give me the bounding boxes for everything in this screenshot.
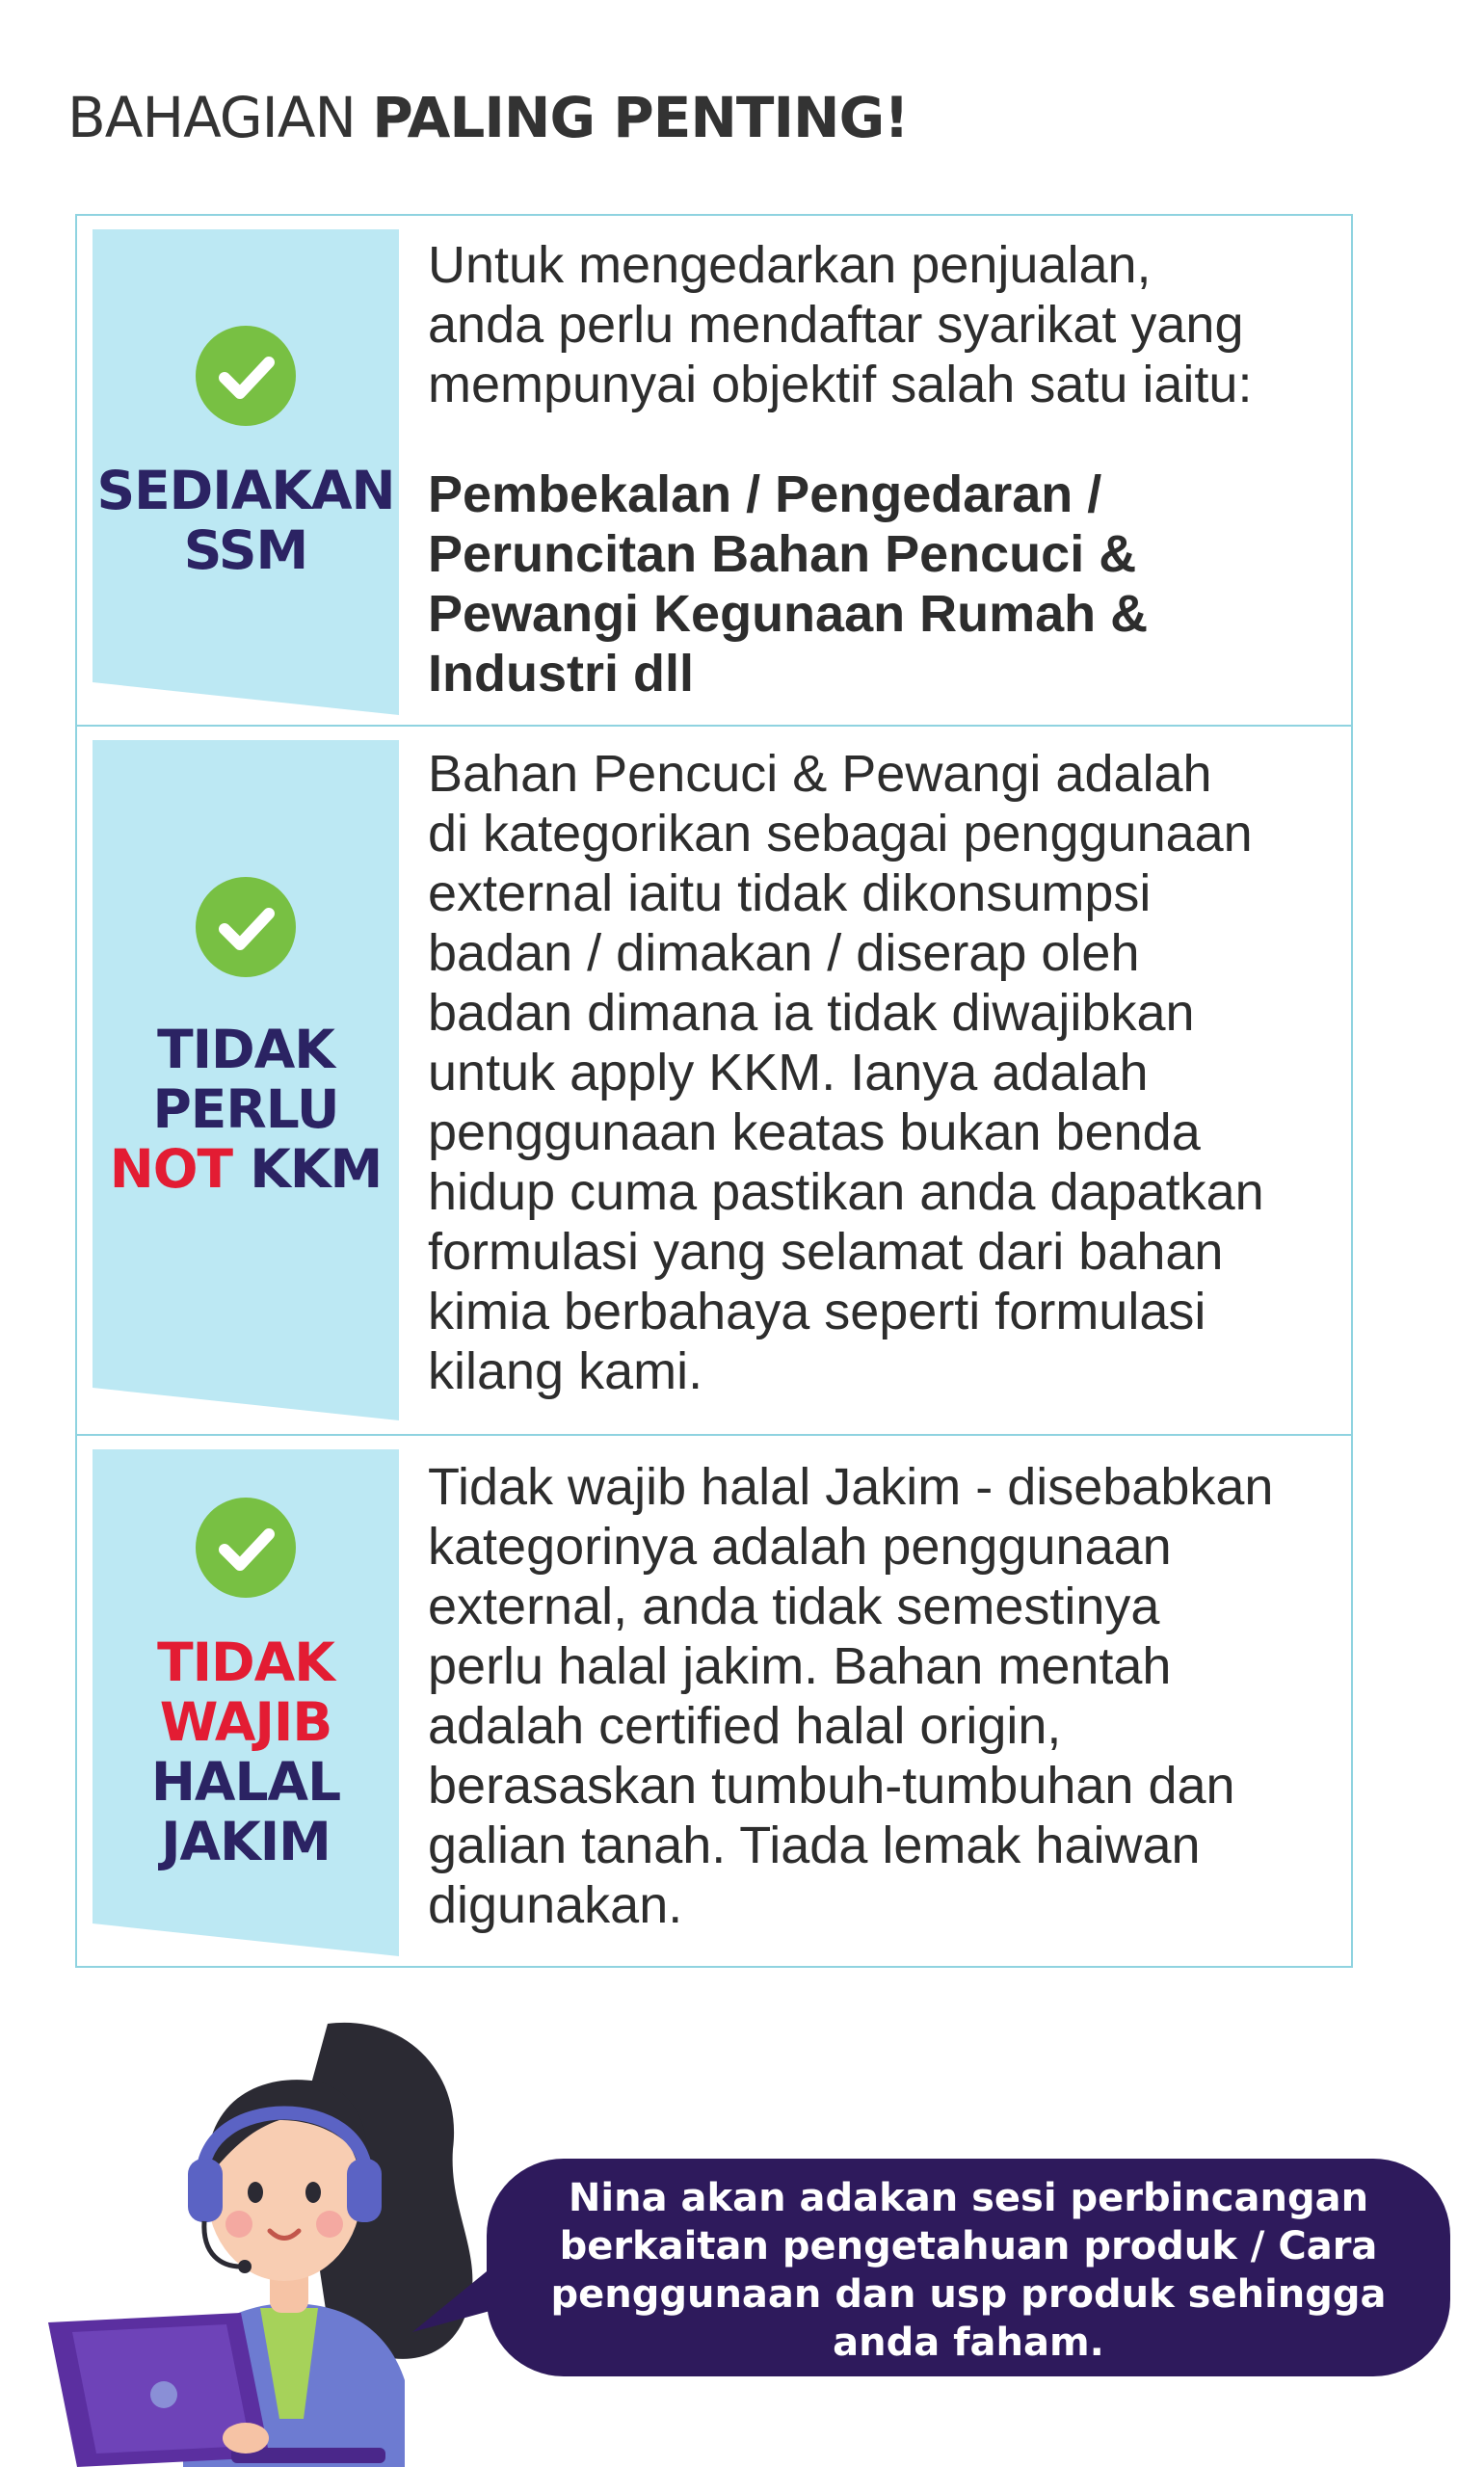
label-line: JAKIM: [161, 1811, 331, 1872]
page-title: [67, 85, 909, 150]
label-panel-halal: [93, 1449, 399, 1956]
page-title-bold: PALING PENTING!: [372, 85, 909, 150]
page-title-light: BAHAGIAN: [67, 85, 356, 150]
customer-service-agent-illustration: [39, 2014, 520, 2467]
agent-hand: [223, 2423, 269, 2454]
label-panel-ssm: [93, 229, 399, 715]
headset-left-ear: [188, 2159, 223, 2222]
section-intro-text: Untuk mengedarkan penjualan, anda perlu mendaftar syarikat yang mempunyai objektif salah satu iaitu:: [428, 236, 1253, 413]
section-emphasis-text: Pembekalan / Pengedaran / Peruncitan Bahan Pencuci & Pewangi Kegunaan Rumah & Industri dll: [428, 465, 1149, 703]
section-halal: [77, 1436, 1351, 1970]
speech-bubble-text: Nina akan adakan sesi perbincangan berkaitan pengetahuan produk / Cara penggunaan dan usp produk sehingga anda faham.: [550, 2176, 1387, 2365]
check-circle-icon: [196, 877, 296, 977]
label-line: WAJIB: [159, 1691, 332, 1753]
agent-eye-left: [248, 2182, 263, 2203]
label-line: HALAL: [150, 1751, 341, 1813]
label-line: TIDAK: [157, 1631, 334, 1693]
section-body-text: Bahan Pencuci & Pewangi adalah di kategorikan sebagai penggunaan external iaitu tidak dikonsumpsi badan / dimakan / diserap oleh badan dimana ia tidak diwajibkan untuk apply KKM. Ianya adalah penggunaan keatas bukan benda hidup cuma pastikan anda dapatkan formulasi yang selamat dari bahan kimia berbahaya seperti formulasi kilang kami.: [428, 745, 1264, 1400]
section-label-halal: [93, 1632, 399, 1871]
label-line: SSM: [183, 519, 308, 581]
requirements-table: [75, 214, 1353, 1968]
section-label-ssm: [93, 461, 399, 580]
check-circle-icon: [196, 1498, 296, 1598]
label-line: PERLU: [152, 1078, 339, 1140]
headset-right-ear: [347, 2159, 382, 2222]
check-circle-icon: [196, 326, 296, 426]
agent-eye-right: [305, 2182, 321, 2203]
label-line: SEDIAKAN: [96, 460, 395, 521]
label-navy-word: KKM: [250, 1138, 383, 1200]
section-body-text: Tidak wajib halal Jakim - disebabkan kategorinya adalah penggunaan external, anda tidak semestinya perlu halal jakim. Bahan mentah adalah certified halal origin, berasaskan tumbuh-tumbuhan dan galian tanah. Tiada lemak haiwan digunakan.: [428, 1458, 1274, 1934]
label-red-word: NOT: [109, 1138, 233, 1200]
label-panel-kkm: [93, 740, 399, 1420]
label-line: [93, 1139, 399, 1199]
section-label-kkm: [93, 1020, 399, 1199]
section-kkm: [77, 727, 1351, 1436]
label-line: TIDAK: [157, 1019, 334, 1080]
section-ssm: [77, 216, 1351, 727]
